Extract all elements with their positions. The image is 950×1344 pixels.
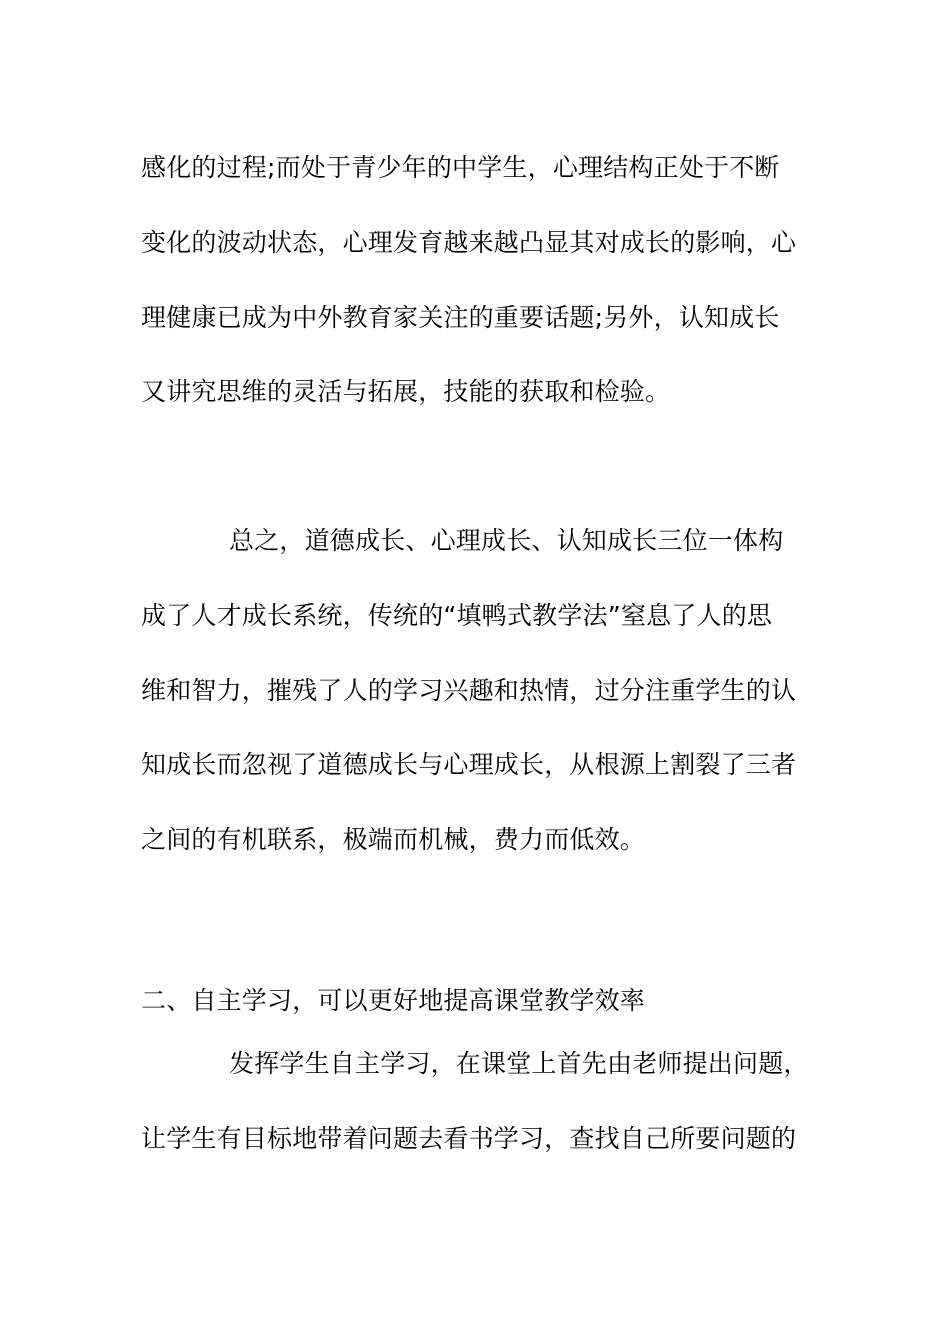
paragraph-3-line-1: 发挥学生自主学习，在课堂上首先由老师提出问题， bbox=[229, 1049, 809, 1078]
paragraph-1-line-3: 理健康已成为中外教育家关注的重要话题;另外，认知成长 bbox=[141, 303, 780, 332]
paragraph-2-line-1: 总之，道德成长、心理成长、认知成长三位一体构 bbox=[229, 526, 784, 555]
paragraph-2-line-5: 之间的有机联系，极端而机械，费力而低效。 bbox=[141, 825, 646, 854]
section-heading: 二、自主学习，可以更好地提高课堂教学效率 bbox=[141, 986, 646, 1015]
paragraph-2-line-2: 成了人才成长系统，传统的“填鸭式教学法”窒息了人的思 bbox=[141, 601, 773, 630]
paragraph-1-line-2: 变化的波动状态，心理发育越来越凸显其对成长的影响，心 bbox=[141, 228, 797, 257]
paragraph-1-line-4: 又讲究思维的灵活与拓展，技能的获取和检验。 bbox=[141, 377, 671, 406]
paragraph-3-line-2: 让学生有目标地带着问题去看书学习，查找自己所要问题的 bbox=[141, 1124, 797, 1153]
paragraph-1-line-1: 感化的过程;而处于青少年的中学生，心理结构正处于不断 bbox=[141, 153, 780, 182]
paragraph-2-line-3: 维和智力，摧残了人的学习兴趣和热情，过分注重学生的认 bbox=[141, 676, 797, 705]
paragraph-2-line-4: 知成长而忽视了道德成长与心理成长，从根源上割裂了三者 bbox=[141, 750, 797, 779]
